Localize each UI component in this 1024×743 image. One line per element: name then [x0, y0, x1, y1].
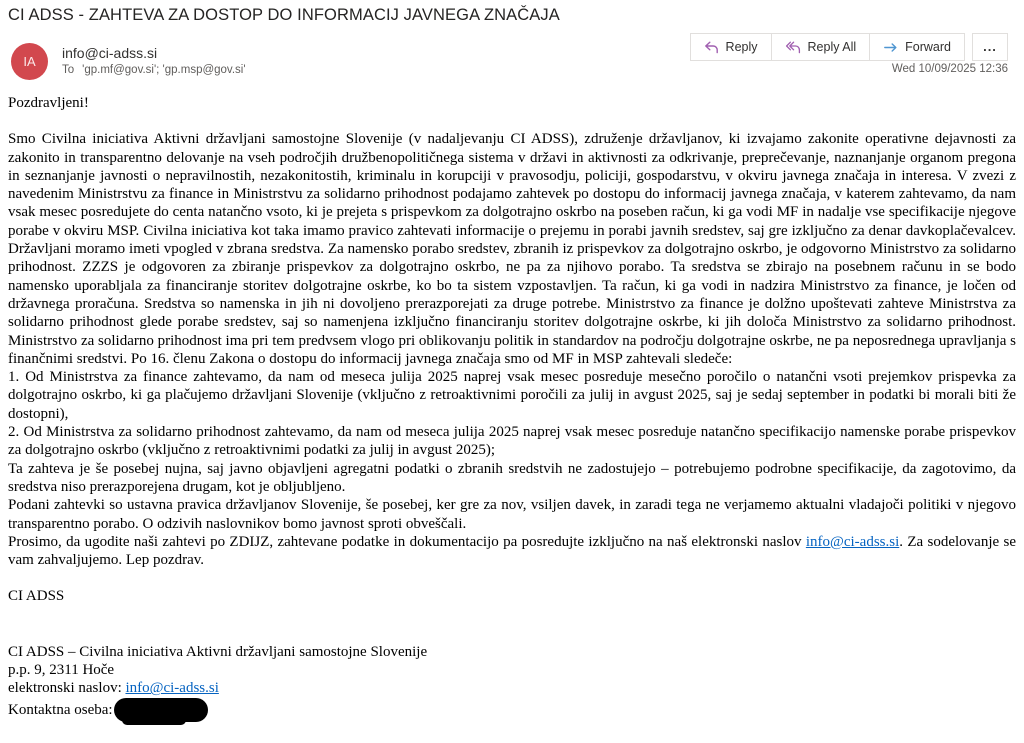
body-email-link[interactable]: info@ci-adss.si [805, 533, 900, 550]
recipients-line [62, 64, 246, 76]
forward-label: Forward [905, 40, 951, 54]
contact-label: Kontaktna oseba: [8, 701, 113, 718]
paragraph-intro: Smo Civilna iniciativa Aktivni državljani samostojne Slovenije (v nadaljevanju CI ADSS), združenje državljanov, ki izvajamo zakonite operativne dejavnosti za zakonito in transparentno delovanje na vseh področjih družbenopolitičnega sistema v državi in aktivnosti za odkrivanje, preprečevanje, naznanjanje organom pregona in seznanjanje javnosti o nepravilnostih, nezakonitostih, kriminalu in korupciji v pravosodju, policiji, gospodarstvu, v okviru javnega značaja in interesa. V zvezi z navedenim Ministrstvu za finance in Ministrstvu za solidarno prihodnost podajamo zahtevek po dostopu do informacij javnega značaja, v katerem zahtevamo, da nam vsak mesec posredujete do centa natančno vsoto, ki je prejeta s prispevkom za dolgotrajno oskrbo na poseben račun, ki ga vodi MF in nadalje vse specifikacije njegove porabe v okviru MSP. Civilna iniciativa kot taka imamo pravico zahtevati informacije o prejemu in porabi javnih sredstev, saj gre izključno za denar davkoplačevalcev. Državljani moramo imeti vpogled v zbrana sredstva. Za namensko porabo sredstev, zbranih iz prispevkov za dolgotrajno oskrbo, je odgovorno Ministrstvo za solidarno prihodnost. ZZZS je odgovoren za zbiranje prispevkov za dolgotrajno oskrbo, ne pa za njihovo porabo. Ta sredstva se zbirajo na posebnem računu in se bodo namensko uporabljala za financiranje storitev dolgotrajne oskrbe, ko bo ta sistem vzpostavljen. Ta račun, ki ga vodi in nadzira Ministrstvo za finance, je ločen od državnega proračuna. Sredstva so namenska in jih ni dovoljeno prerazporejati za druge potrebe. Ministrstvo za finance je dolžno upoštevati zahteve Ministrstva za solidarno prihodnost glede porabe sredstev, saj so namenjena izključno financiranju storitev dolgotrajne oskrbe, ki jih določa Ministrstvo za solidarno prihodnost. Ministrstvo za solidarno prihodnost ima pri tem predvsem vlogo pri oblikovanju politik in standardov na področju dolgotrajne oskrbe, ne pa neposrednega upravljanja s finančnimi sredstvi. Po 16. členu Zakona o dostopu do informacij javnega značaja smo od MF in MSP zahtevali sledeče: [8, 131, 1016, 367]
paragraph-closing [8, 533, 1016, 570]
signature-address-line: p.p. 9, 2311 Hoče [8, 662, 115, 679]
request-item-1: 1. Od Ministrstva za finance zahtevamo, da nam od meseca julija 2025 naprej vsak mesec posreduje mesečno poročilo o natančni vsoti prejemkov prispevka za dolgotrajno oskrbo, ki ga plačujemo državljani Slovenije (vključno z retroaktivnimi poročili za julij in avgust 2025, saj je sedaj september in podatki bi morali biti že dostopni), [8, 369, 1016, 422]
request-item-2: 2. Od Ministrstva za solidarno prihodnost zahtevamo, da nam od meseca julija 2025 naprej vsak mesec posreduje natančno specifikacijo namenske porabe prispevkov za dolgotrajno oskrbo (vključno z retroaktivnimi podatki za julij in avgust 2025); [8, 424, 1016, 459]
reply-label: Reply [725, 40, 758, 54]
email-subject: CI ADSS - ZAHTEVA ZA DOSTOP DO INFORMACIJ JAVNEGA ZNAČAJA [8, 6, 560, 24]
message-toolbar [690, 33, 1008, 61]
signature-org-line: CI ADSS – Civilna iniciativa Aktivni državljani samostojne Slovenije [8, 643, 428, 660]
signature-email-line [8, 679, 1016, 697]
avatar-initials: IA [23, 54, 36, 69]
footer-email-link[interactable]: info@ci-adss.si [125, 680, 219, 697]
sender-email[interactable]: info@ci-adss.si [62, 45, 158, 61]
reply-all-icon [785, 41, 801, 54]
avatar[interactable] [11, 43, 48, 80]
received-datetime: Wed 10/09/2025 12:36 [891, 63, 1008, 75]
paragraph-urgency: Ta zahteva je še posebej nujna, saj javno objavljeni agregatni podatki o zbranih sredstvih ne zadostujejo – potrebujemo podrobne specifikacije, da zagotovimo, da sredstva niso prerazporejena drugam, kot je obljubljeno. [8, 460, 1016, 495]
closing-text-after: . Za sodelovanje se vam zahvaljujemo. Lep pozdrav. [8, 533, 1016, 569]
more-actions-button[interactable]: ... [972, 33, 1008, 61]
reply-all-button[interactable] [772, 34, 870, 60]
email-label: elektronski naslov: [8, 680, 126, 697]
email-body [8, 94, 1016, 722]
forward-button[interactable] [870, 34, 964, 60]
greeting: Pozdravljeni! [8, 95, 89, 111]
to-label: To [62, 64, 75, 76]
recipient-addresses[interactable]: 'gp.mf@gov.si'; 'gp.msp@gov.si' [82, 64, 246, 76]
reply-button-group [690, 33, 965, 61]
reply-all-label: Reply All [807, 40, 857, 54]
signature-block [8, 643, 1016, 722]
reply-icon [704, 41, 719, 54]
forward-arrow-icon [883, 41, 898, 54]
reply-button[interactable] [691, 34, 771, 60]
paragraph-rights: Podani zahtevki so ustavna pravica državljanov Slovenije, še posebej, ker gre za nov, vsiljen davek, in zaradi tega ne verjamemo aktualni vladajoči politiki v njegovo transparentno porabo. O odzivih naslovnikov bomo javnost sproti obveščali. [8, 497, 1016, 532]
signature-contact-line [8, 698, 1016, 722]
redaction-blob [114, 698, 208, 722]
closing-text-before: Prosimo, da ugodite naši zahtevi po ZDIJZ, zahtevane podatke in dokumentacijo pa posredujte izključno na naš elektronski naslov [8, 533, 806, 550]
signature-short: CI ADSS [8, 588, 65, 605]
